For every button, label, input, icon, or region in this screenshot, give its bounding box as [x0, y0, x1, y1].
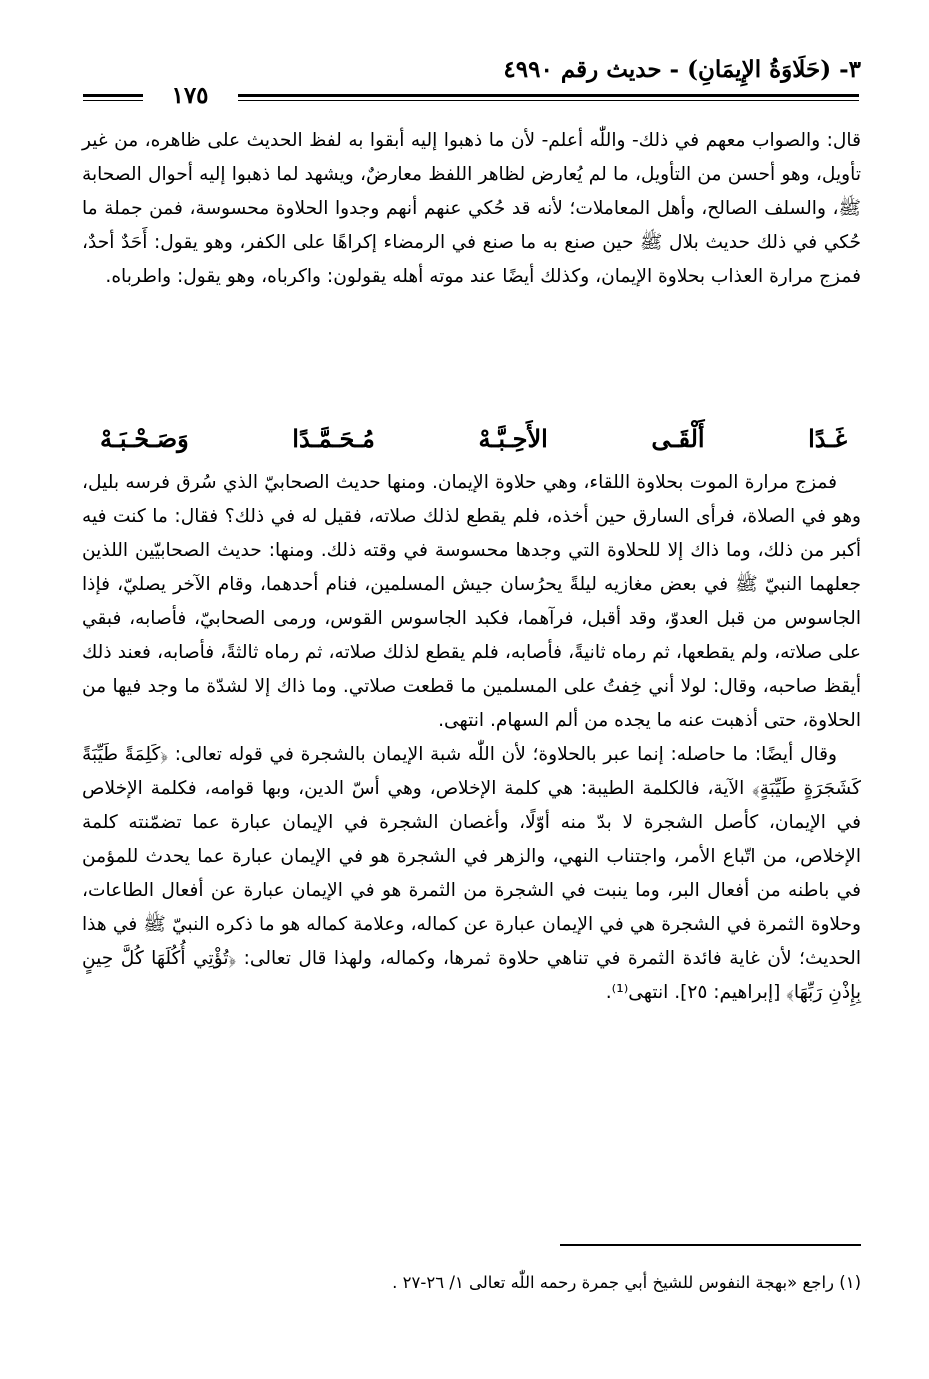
verse-word: الأَحِـبَّـهْ [478, 424, 548, 453]
main-text [82, 124, 861, 294]
verse-word: مُـحَـمَّـدًا [292, 424, 375, 453]
footnote: (١) راجع «بهجة النفوس للشيخ أبي جمرة رحمه اللّٰه تعالى ١/ ٢٦-٢٧ . [392, 1273, 861, 1292]
verse-word: غَـدًا [808, 424, 847, 453]
poetry-verse [100, 415, 847, 463]
footnote-separator [560, 1244, 861, 1246]
running-title: ٣- (حَلَاوَةُ الإِيمَانِ) - حديث رقم ٤٩٩٠ [503, 56, 861, 83]
verse-word: أَلْقَـى [651, 424, 705, 453]
header-rule-thin [238, 100, 859, 101]
header-rule-thick [238, 94, 859, 97]
paragraph: قال: والصواب معهم في ذلك- واللّٰه أعلم- لأن ما ذهبوا إليه أبقوا به لفظ الحديث على ظاهره، من غير تأويل، وهو أحسن من التأويل، ما لم يُعارض لظاهر اللفظ معارضٌ، ويشهد لما ذهبوا إليه أحوال الصحابة ﷺ، والسلف الصالح، وأهل المعاملات؛ لأنه قد حُكي عنهم أنهم وجدوا الحلاوة محسوسة، فمن جملة ما حُكي في ذلك حديث بلال ﷺ حين صنع به ما صنع في الرمضاء إكراهًا على الكفر، وهو يقول: أَحَدٌ أحدٌ، فمزج مرارة العذاب بحلاوة الإيمان، وكذلك أيضًا عند موته أهله يقولون: واكرباه، وهو يقول: واطرباه. [82, 130, 861, 287]
verse-word: وَصَـحْـبَـهْ [100, 424, 189, 453]
paragraph: فمزج مرارة الموت بحلاوة اللقاء، وهي حلاوة الإيمان. ومنها حديث الصحابيّ الذي سُرق فرسه بليل، وهو في الصلاة، فرأى السارق حين أخذه، فلم يقطع لذلك صلاته، فقيل له في ذلك؟ فقال: ما كنت فيه أكبر من ذلك، وما ذاك إلا للحلاوة التي وجدها محسوسة في وقته ذلك. ومنها: حديث الصحابيّين اللذين جعلهما النبيّ ﷺ في بعض مغازيه ليلةً يحرُسان جيش المسلمين، فنام أحدهما، وقام الآخر يصليّ، فإذا الجاسوس من قبل العدوّ، وقد أقبل، فرآهما، فكبد الجاسوس القوس، ورمى الصحابيّ، فأصابه، فبقي على صلاته، ولم يقطعها، ثم رماه ثانيةً، فأصابه، فلم يقطع لذلك صلاته، ثم رماه ثالثةً، فأصابه، فعند ذلك أيقظ صاحبه، وقال: لولا أني خِفتُ على المسلمين ما قطعت صلاتي. وما ذاك إلا لشدّة ما وجد فيها من الحلاوة، حتى أذهبت عنه ما يجده من ألم السهام. انتهى. [82, 472, 861, 731]
paragraph: وقال أيضًا: ما حاصله: إنما عبر بالحلاوة؛ لأن اللّٰه شبة الإيمان بالشجرة في قوله تعالى: ﴿كَلِمَةً طَيِّبَةً كَشَجَرَةٍ طَيِّبَةٍ﴾ الآية، فالكلمة الطيبة: هي كلمة الإخلاص، وهي أسّ الدين، وبها قوامه، فكلمة الإخلاص في الإيمان، كأصل الشجرة لا بدّ منه أوّلًا، وأغصان الشجرة في الإيمان عبارة عما تضمّنته كلمة الإخلاص، من اتّباع الأمر، واجتناب النهي، والزهر في الشجرة هو في الإيمان عبارة عما يحدث للمؤمن في باطنه من أفعال البر، وما ينبت في الشجرة من الثمرة هو في الإيمان عبارة عن أفعال الطاعات، وحلاوة الثمرة في الشجرة هي في الإيمان عبارة عن كماله، وعلامة كماله هو ما ذكره النبيّ ﷺ في هذا الحديث؛ لأن غاية فائدة الثمرة في تناهي حلاوة ثمرها، وكماله، ولهذا قال تعالى: ﴿تُؤْتِي أُكُلَهَا كُلَّ حِينٍ بِإِذْنِ رَبِّهَا﴾ [إبراهيم: ٢٥]. انتهى⁽¹⁾. [82, 744, 861, 1003]
main-text-continued [82, 466, 861, 1010]
page-number: ١٧٥ [171, 82, 209, 109]
header-rule-left-thick [83, 94, 143, 97]
header-rule-left-thin [83, 100, 143, 101]
